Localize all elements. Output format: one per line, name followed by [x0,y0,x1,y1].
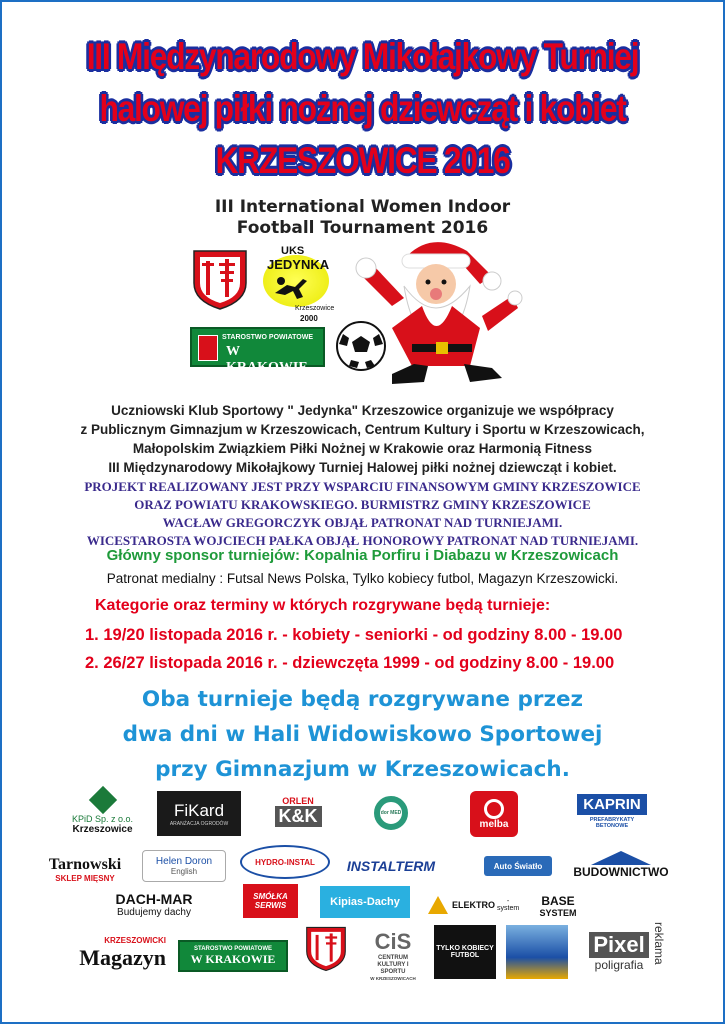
dach-mar-label: DACH-MAR [115,890,193,907]
elektro-triangle-icon [428,896,448,914]
category-item: 2. 26/27 listopada 2016 r. - dziewczęta 1999 - od godziny 8.00 - 19.00 [85,654,615,672]
fikard-sub-label: ARANŻACJA OGRODÓW [169,820,229,827]
starostwo-logo [190,327,325,375]
project-line-4: WICESTAROSTA WOJCIECH PAŁKA OBJĄŁ HONOROWY PATRONAT NAD TURNIEJAMI. [86,533,639,548]
starostwo-footer-bottom-label: W KRAKOWIE [190,951,276,966]
info-line-1: Oba turnieje będą rozgrywane przez [141,687,584,712]
project-line-2: ORAZ POWIATU KRAKOWSKIEGO. BURMISTRZ GMINY KRZESZOWICE [134,497,591,512]
media-patronage: Patronat medialny : Futsal News Polska, Tylko kobiecy futbol, Magazyn Krzeszowicki. [106,571,619,586]
info-line-2: dwa dni w Hali Widowiskowo Sportowej [122,722,603,747]
main-sponsor: Główny sponsor turniejów: Kopalnia Porfiru i Diabazu w Krzeszowicach [106,547,619,564]
cks-logo [362,925,424,985]
melba-flower-icon [484,799,504,819]
elektro-system-logo [428,893,520,917]
category-item: 1. 19/20 listopada 2016 r. - kobiety - seniorki - od godziny 8.00 - 19.00 [85,626,623,644]
starostwo-crest-icon [198,335,218,361]
orlen-label: ORLEN [282,795,314,806]
santa-claus-illustration [352,236,522,386]
dach-mar-sub-label: Budujemy dachy [117,906,191,918]
melba-logo [470,791,518,837]
kpid-city-label: Krzeszowice [72,823,133,835]
dormed-logo [371,792,411,834]
tarnowski-logo [45,852,125,886]
hydro-instal-label: HYDRO-INSTAL [255,857,315,867]
smolka-serwis-logo [243,884,298,918]
pixel-label: Pixel [589,932,648,958]
instalterm-logo [343,856,439,876]
uks-city-label: Krzeszowice [295,305,335,312]
organizer-line-3: Małopolskim Związkiem Piłki Nożnej w Krakowie oraz Harmonią Fitness [132,441,593,456]
kipias-dachy-label: Kipias-Dachy [330,896,400,908]
helen-doron-sub-label: English [170,867,198,876]
pixel-sub-label: poligrafia [594,958,644,972]
elektro-label: ELEKTRO [452,900,496,910]
tylko-kobiecy-futbol-logo [434,925,496,979]
project-line-1: PROJEKT REALIZOWANY JEST PRZY WSPARCIU FINANSOWYM GMINY KRZESZOWICE [84,479,641,494]
magazyn-top-label: KRZESZOWICKI [104,935,166,945]
uks-jedynka-label: JEDYNKA [267,257,330,272]
auto-swiatlo-label: Auto Światło [493,861,543,871]
kpid-label: KPiD Sp. z o.o. [71,813,134,824]
kaprin-label: KAPRIN [577,794,647,815]
base-sub-label: SYSTEM [539,908,577,918]
title-line-2: halowej piłki nożnej dziewcząt i kobiet [99,88,626,129]
dach-mar-logo [110,888,198,920]
pixel-poligrafia-logo [576,922,662,982]
fikard-logo [157,791,241,836]
budownictwo-logo [573,847,669,883]
hydro-instal-logo [240,845,330,879]
kaprin-sub-label: PREFABRYKATY BETONOWE [589,816,635,829]
project-line-3: WACŁAW GREGORCZYK OBJĄŁ PATRONAT NAD TURNIEJAMI. [162,515,563,530]
uks-jedynka-logo [255,245,335,325]
tylko-kobiecy-futbol-label: TYLKO KOBIECY FUTBOL [436,945,494,959]
kpid-diamond-icon [88,785,116,813]
krzeszowice-crest-footer-icon [300,926,352,972]
uks-label: UKS [281,245,305,257]
helen-doron-logo [142,850,226,882]
starostwo-bottom-label: W KRAKOWIE [226,344,308,375]
kk-label: K&K [275,806,322,827]
organizer-line-1: Uczniowski Klub Sportowy " Jedynka" Krzeszowice organizuje we współpracy [111,403,614,418]
english-title-line-2: Football Tournament 2016 [236,218,489,238]
starostwo-footer-logo [178,940,288,972]
helen-doron-label: Helen Doron [155,856,213,867]
kpid-logo [55,788,150,836]
futsal-photo [506,925,568,979]
melba-label: melba [479,818,509,830]
dormed-label: dor MED [380,810,402,816]
starostwo-top-label: STAROSTWO POWIATOWE [222,334,313,341]
base-system-logo [527,892,589,920]
orlen-kk-logo [264,785,332,837]
cks-sub-label: CENTRUM KULTURY I SPORTU [377,955,409,975]
english-title-line-1: III International Women Indoor [214,197,511,217]
budownictwo-label: BUDOWNICTWO [573,865,669,879]
fikard-label: FiKard [173,800,225,820]
instalterm-label: INSTALTERM [346,858,436,874]
tarnowski-sub-label: SKLEP MIĘSNY [55,873,115,883]
starostwo-footer-top-label: STAROSTWO POWIATOWE [194,945,272,952]
smolka-serwis-label: SMÓŁKA SERWIS [253,892,288,910]
elektro-sub-label: - system [497,898,520,912]
magazyn-krzeszowicki-logo [40,934,166,972]
magazyn-label: Magazyn [79,944,166,970]
categories-header: Kategorie oraz terminy w których rozgrywane będą turnieje: [95,597,551,614]
title-line-1: III Międzynarodowy Mikołajkowy Turniej [86,36,639,77]
krzeszowice-coat-of-arms-icon [192,249,248,311]
dormed-ring-icon [374,796,408,830]
info-line-3: przy Gimnazjum w Krzeszowicach. [155,757,570,782]
kipias-dachy-logo [320,886,410,918]
roof-icon [591,851,651,865]
kicking-player-icon [273,275,313,301]
organizer-line-2: z Publicznym Gimnazjum w Krzeszowicach, Centrum Kultury i Sportu w Krzeszowicach, [80,422,645,437]
kaprin-logo [573,788,651,834]
organizer-line-4: III Międzynarodowy Mikołajkowy Turniej Halowej piłki nożnej dziewcząt i kobiet. [108,460,617,475]
reklama-vertical-label: reklama [652,922,666,965]
base-label: BASE [541,894,575,908]
auto-swiatlo-logo [484,856,552,876]
uks-year-label: 2000 [300,314,318,323]
cks-city-label: W KRZESZOWICACH [370,976,416,981]
title-line-3: KRZESZOWICE 2016 [215,140,510,181]
tarnowski-label: Tarnowski [48,855,122,873]
cks-label: CiS [374,929,412,954]
